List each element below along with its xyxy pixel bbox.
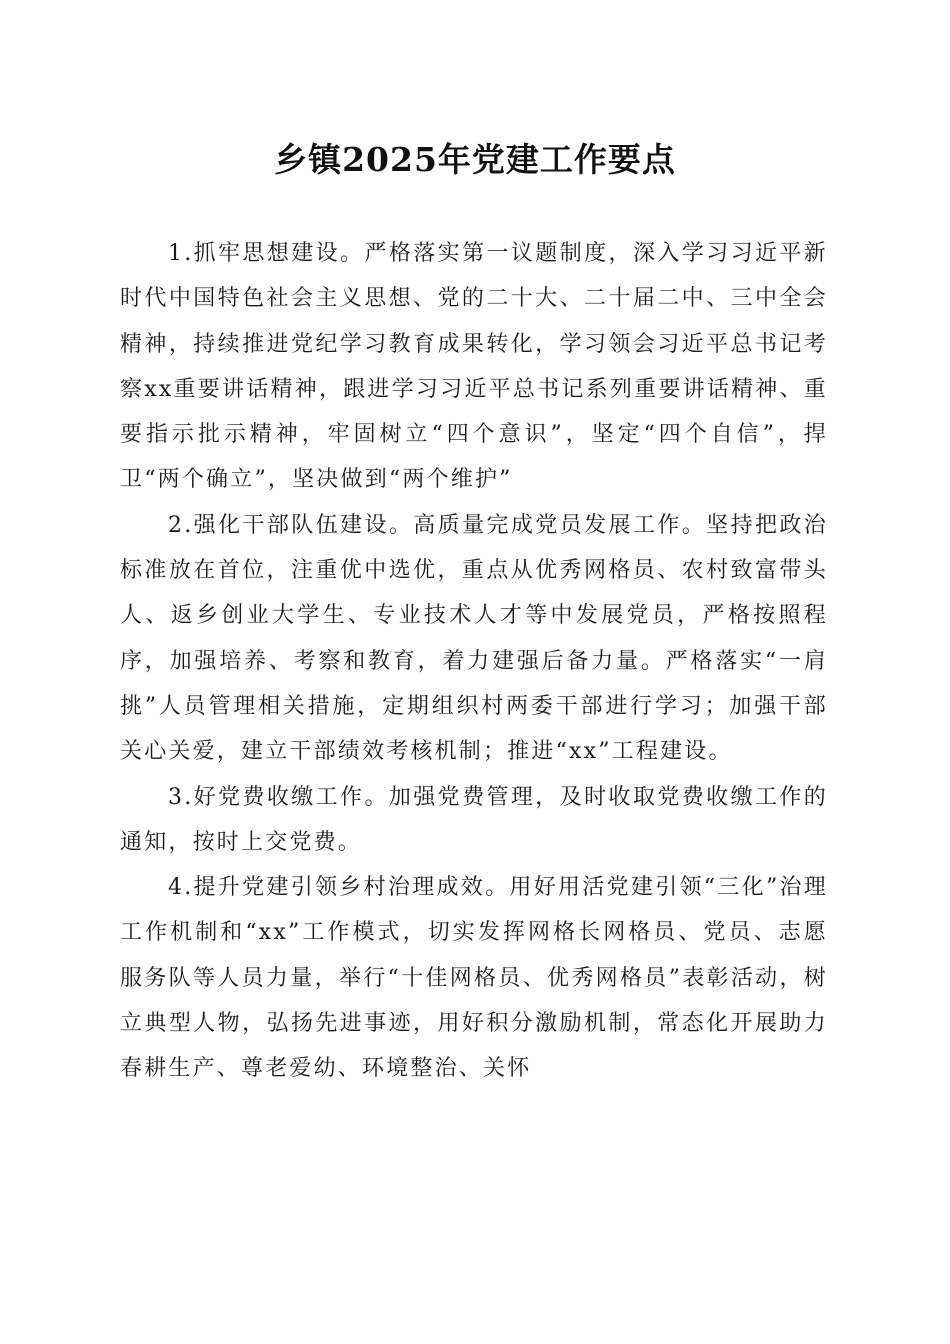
document-body [120, 231, 828, 1092]
paragraph-2: 2.强化干部队伍建设。高质量完成党员发展工作。坚持把政治标准放在首位，注重优中选优，重点从优秀网格员、农村致富带头人、返乡创业大学生、专业技术人才等中发展党员，严格按照程序，加强培养、考察和教育，着力建强后备力量。严格落实“一肩挑”人员管理相关措施，定期组织村两委干部进行学习；加强干部关心关爱，建立干部绩效考核机制；推进“xx”工程建设。 [120, 512, 828, 765]
paragraph-4: 4.提升党建引领乡村治理成效。用好用活党建引领“三化”治理工作机制和“xx”工作模式，切实发挥网格长网格员、党员、志愿服务队等人员力量，举行“十佳网格员、优秀网格员”表彰活动，树立典型人物，弘扬先进事迹，用好积分激励机制，常态化开展助力春耕生产、尊老爱幼、环境整治、关怀 [120, 875, 828, 1082]
paragraph-3: 3.好党费收缴工作。加强党费管理，及时收取党费收缴工作的通知，按时上交党费。 [120, 784, 828, 855]
document-title: 乡镇2025年党建工作要点 [274, 140, 676, 179]
paragraph-1: 1.抓牢思想建设。严格落实第一议题制度，深入学习习近平新时代中国特色社会主义思想、党的二十大、二十届二中、三中全会精神，持续推进党纪学习教育成果转化，学习领会习近平总书记考察xx重要讲话精神，跟进学习习近平总书记系列重要讲话精神、重要指示批示精神，牢固树立“四个意识”，坚定“四个自信”，捍卫“两个确立”，坚决做到“两个维护” [120, 241, 828, 493]
